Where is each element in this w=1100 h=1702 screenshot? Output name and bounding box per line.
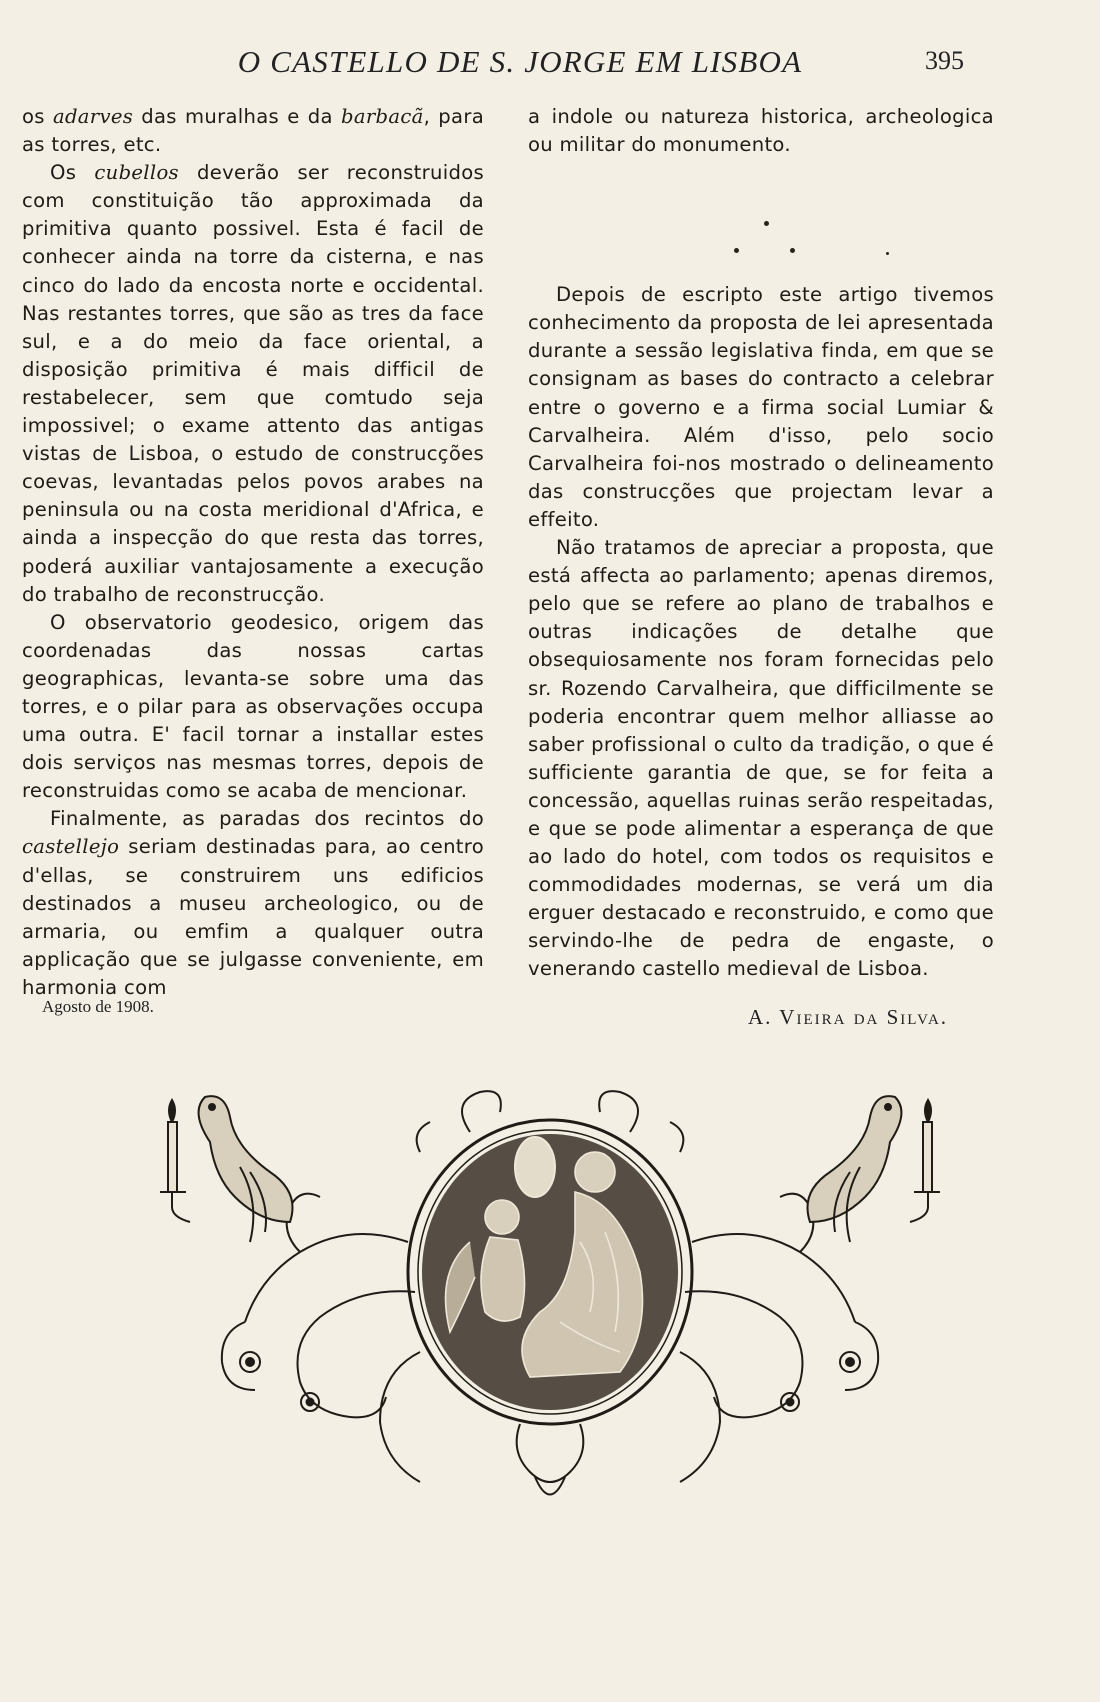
right-column xyxy=(528,103,994,984)
bottom-pendant xyxy=(517,1424,584,1495)
asterism-star xyxy=(734,248,739,253)
asterism-star xyxy=(764,221,769,226)
running-head xyxy=(0,38,1100,88)
dateline: Agosto de 1908. xyxy=(42,997,154,1016)
hand-mirror xyxy=(515,1137,555,1197)
paragraph-nao-tratamos: Não tratamos de apreciar a proposta, que está affecta ao parlamento; apenas diremos, pelo que se refere ao plano de trabalhos e outras indicações de detalhe que obsequiosamente nos foram fornecidas pelo sr. Rozendo Carvalheira, que difficilmente se poderia encontrar quem melhor alliasse ao saber profissional o culto da tradição, o que é sufficiente garantia de que, se for feita a concessão, aquellas ruinas serão respeitadas, e que se pode alimentar a esperança de que ao lado do hotel, com todos os requisitos e commodidades modernas, se verá um dia erguer destacado e reconstruido, e como que servindo-lhe de pedra de engaste, o venerando castello medieval de Lisboa. xyxy=(528,536,994,981)
asterism-divider xyxy=(528,175,994,267)
running-title: O CASTELLO DE S. JORGE EM LISBOA xyxy=(237,44,803,79)
decorative-vignette xyxy=(150,1072,950,1512)
paragraph-continuation: a indole ou natureza historica, archeologica ou militar do monumento. xyxy=(528,105,994,157)
right-candle-icon xyxy=(910,1100,940,1222)
paragraph-finalmente: Finalmente, as paradas dos recintos do castellejo seriam destinadas para, ao centro d'ellas, se construirem uns edificios destinados a museu archeologico, ou de armaria, ou emfim a qualquer outra applicação que se julgasse conveniente, em harmonia com xyxy=(22,807,484,999)
left-column xyxy=(22,103,484,1002)
left-feather-eyes xyxy=(240,1352,319,1411)
asterism-star xyxy=(790,248,795,253)
left-peacock-icon xyxy=(199,1096,293,1242)
left-candle-icon xyxy=(160,1100,190,1222)
page-number: 395 xyxy=(925,46,964,75)
paragraph-observatorio: O observatorio geodesico, origem das coordenadas das nossas cartas geographicas, levanta-se sobre uma das torres, e o pilar para as observações occupa uma outra. E' facil tornar a installar estes dois serviços nas mesmas torres, depois de reconstruidas como se acaba de mencionar. xyxy=(22,610,484,803)
paragraph-continuation: os adarves das muralhas e da barbacã, para as torres, etc. xyxy=(22,105,484,157)
author-signature: A. Vieira da Silva. xyxy=(748,1005,949,1029)
right-feather-eyes xyxy=(781,1352,860,1411)
right-peacock-icon xyxy=(808,1096,902,1242)
paragraph-cubellos: Os cubellos deverão ser reconstruidos com constituição tão approximada da primitiva quanto possivel. Esta é facil de conhecer ainda na torre da cisterna, e nas cinco do lado da encosta norte e occidental. Nas restantes torres, que são as tres da face sul, e a do meio da face oriental, a disposição primitiva é mais difficil de restabelecer, sem que comtudo seja impossivel; o exame attento das antigas vistas de Lisboa, o estudo de construcções coevas, levantadas pelos povos arabes na peninsula ou na costa meridional d'Africa, e ainda a inspecção do que resta das torres, poderá auxiliar vantajosamente a execução do trabalho de reconstrucção. xyxy=(22,161,485,606)
asterism-star xyxy=(886,252,889,255)
paragraph-depois: Depois de escripto este artigo tivemos conhecimento da proposta de lei apresentada durante a sessão legislativa finda, em que se consignam as bases do contracto a celebrar entre o governo e a firma social Lumiar & Carvalheira. Além d'isso, pelo socio Carvalheira foi-nos mostrado o delineamento das construcções que projectam levar a effeito. xyxy=(528,283,994,531)
